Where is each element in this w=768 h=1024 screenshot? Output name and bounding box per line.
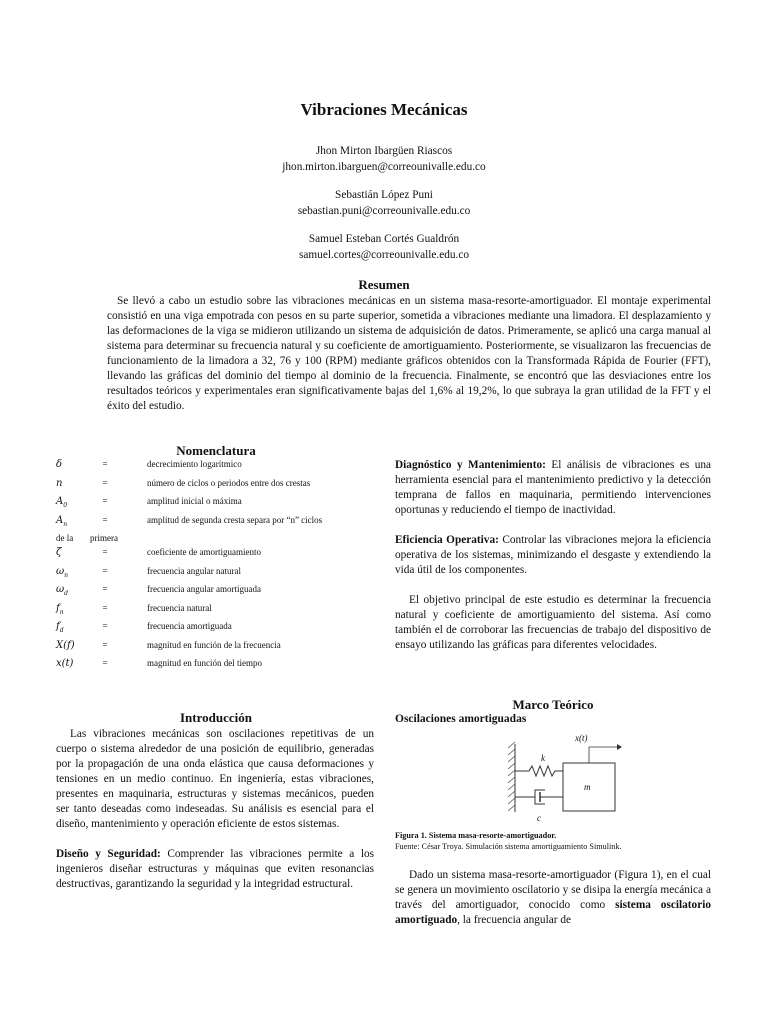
nomenclature-wrap-row [56, 533, 376, 547]
mass-spring-damper-figure [505, 730, 625, 825]
nom-equals: = [102, 459, 108, 469]
nom-equals: = [102, 477, 108, 488]
nom-description: frecuencia angular amortiguada [147, 584, 261, 594]
spring [515, 766, 563, 776]
nomenclature-row [56, 566, 376, 585]
design-paragraph [56, 847, 374, 892]
author-3 [0, 231, 768, 263]
author-name: Sebastián López Puni [335, 189, 433, 201]
nom-symbol: $f_d$ [56, 621, 64, 634]
nom-description: frecuencia angular natural [147, 565, 241, 576]
nom-description: amplitud de segunda cresta separa por “n” ciclos [147, 514, 323, 525]
nom-description: coeficiente de amortiguamiento [147, 547, 261, 557]
nomenclature-row [56, 496, 376, 515]
nom-symbol: X(f) [56, 639, 75, 651]
nom-symbol: $f_n$ [56, 602, 64, 616]
diagnosis-paragraph [395, 458, 711, 518]
nom-wrap-left: de la [56, 533, 74, 543]
marco-heading: Marco Teórico [512, 697, 594, 712]
nom-symbol: $A_0$ [56, 496, 68, 509]
abstract-heading: Resumen [358, 277, 410, 292]
diagnosis-label: Diagnóstico y Mantenimiento: [395, 459, 546, 471]
system-text-b: , la frecuencia angular de [457, 914, 571, 926]
label-m: m [584, 782, 591, 792]
nom-symbol: n [56, 477, 63, 489]
nomenclature-row [56, 658, 376, 677]
nomenclature-row [56, 478, 376, 497]
nom-description: magnitud en función del tiempo [147, 658, 262, 668]
nom-equals: = [102, 602, 108, 613]
nom-description: amplitud inicial o máxima [147, 496, 242, 506]
author-email: sebastian.puni@correounivalle.edu.co [297, 205, 471, 217]
nom-equals: = [102, 621, 108, 631]
efficiency-label: Eficiencia Operativa: [395, 534, 499, 546]
design-label: Diseño y Seguridad: [56, 848, 161, 860]
nom-equals: = [102, 565, 108, 576]
author-name: Jhon Mirton Ibargüen Riascos [315, 145, 453, 157]
intro-heading: Introducción [180, 710, 252, 725]
nom-description: frecuencia amortiguada [147, 621, 232, 631]
nomenclature-row [56, 621, 376, 640]
right-column-continued [395, 868, 711, 928]
nomenclature-row [56, 515, 376, 534]
author-name: Samuel Esteban Cortés Gualdrón [308, 233, 460, 245]
nomenclature-table [56, 459, 376, 677]
nom-symbol: $A_n$ [56, 514, 68, 528]
nom-equals: = [102, 547, 108, 557]
nomenclature-heading: Nomenclatura [176, 443, 256, 458]
objective-paragraph: El objetivo principal de este estudio es determinar la frecuencia natural y coeficiente de amortiguamiento del sistema. Así como también el de corroborar las frecuencias de trabajo del dispositivo de ensayo utilizando las gráficas para diferentes velocidades. [395, 594, 711, 651]
nomenclature-row [56, 584, 376, 603]
nom-description: decrecimiento logarítmico [147, 459, 242, 469]
author-2 [0, 187, 768, 219]
nom-symbol: ζ [56, 547, 62, 558]
nomenclature-row [56, 459, 376, 478]
author-email: samuel.cortes@correounivalle.edu.co [298, 249, 470, 261]
nom-description: frecuencia natural [147, 602, 212, 613]
caption-source: Fuente: César Troya. Simulación sistema amortiguamiento Simulink. [395, 842, 622, 851]
caption-title: Figura 1. Sistema masa-resorte-amortiguador. [395, 831, 557, 840]
figure-caption [395, 830, 711, 852]
nom-description: magnitud en función de la frecuencia [147, 639, 281, 650]
nom-wrap-right: primera [90, 533, 118, 543]
efficiency-text: Controlar las vibraciones mejora la eficiencia operativa de los sistemas, minimizando el desgaste y extendiendo la vida útil de los componentes. [395, 534, 711, 576]
right-column [395, 458, 711, 653]
nomenclature-row [56, 640, 376, 659]
efficiency-paragraph [395, 533, 711, 578]
intro-column [56, 727, 374, 892]
label-k: k [541, 753, 545, 763]
paper-title: Vibraciones Mecánicas [300, 100, 468, 119]
nom-symbol: δ [56, 459, 63, 470]
nom-symbol: x(t) [56, 658, 74, 669]
nomenclature-row [56, 547, 376, 566]
label-c: c [537, 813, 541, 823]
nom-equals: = [102, 496, 108, 506]
damped-oscillations-heading: Oscilaciones amortiguadas [395, 713, 527, 725]
nomenclature-row [56, 603, 376, 622]
system-paragraph [395, 868, 711, 928]
nom-symbol: $\omega_d$ [56, 584, 68, 597]
abstract-text: Se llevó a cabo un estudio sobre las vibraciones mecánicas en un sistema masa-resorte-amortiguador. El montaje experimental consistió en una viga empotrada con pesos en su parte superior, sometida a vibraciones mediante una limadora. El desplazamiento y las deformaciones de la viga se midieron utilizando un sistema de adquisición de datos. Primeramente, se aplicó una carga manual al sistema para determinar su frecuencia natural y su coeficiente de amortiguamiento. Posteriormente, se visualizaron las frecuencias de funcionamiento de la limadora a 32, 76 y 100 (RPM) mediante gráficos obtenidos con la Transformada Rápida de Fourier (FFT), llevando las gráficas del dominio del tiempo al dominio de la frecuencia. Finalmente, se encontró que las desviaciones entre los resultados teóricos y experimentales eran significativamente bajas del 1,6% al 19,2%, lo que subraya la gran utilidad de la FFT y el éxito del estudio. [107, 295, 711, 412]
author-email: jhon.mirton.ibarguen@correounivalle.edu.co [282, 161, 486, 173]
label-x: x(t) [575, 733, 588, 743]
author-1 [0, 143, 768, 175]
intro-paragraph: Las vibraciones mecánicas son oscilaciones repetitivas de un cuerpo o sistema alrededor de una posición de equilibrio, generadas por la propagación de una onda elástica que causa deformaciones y tensiones en un medio continuo. En ingeniería, estas vibraciones, presentes en maquinaria, estructuras y sistemas mecánicos, pueden ser tanto deseadas como indeseadas. Su análisis es esencial para el diseño, mantenimiento y operación eficiente de estos sistemas. [56, 728, 374, 830]
nom-equals: = [102, 639, 108, 650]
nom-equals: = [102, 658, 108, 668]
nom-description: número de ciclos o periodos entre dos crestas [147, 477, 311, 488]
diagnosis-text: El análisis de vibraciones es una herramienta esencial para el mantenimiento predictivo y la detección temprana de fallos en maquinaria, permitiendo intervenciones oportunas y reduciendo el tiempo de inactividad. [395, 459, 712, 516]
fixed-wall [508, 742, 515, 812]
design-text: Comprender las vibraciones permite a los ingenieros diseñar estructuras y máquinas que eviten resonancias destructivas, garantizando la seguridad y la integridad estructural. [56, 848, 375, 890]
nom-equals: = [102, 584, 108, 594]
system-text-a: Dado un sistema masa-resorte-amortiguador (Figura 1), en el cual se genera un movimiento oscilatorio y se disipa la energía mecánica a través del amortiguador, conocido como [395, 869, 711, 911]
displacement-arrow [589, 744, 622, 763]
damper [515, 790, 563, 804]
system-bold-term: sistema oscilatorio amortiguado [395, 899, 711, 926]
nom-symbol: $\omega_n$ [56, 565, 69, 579]
nom-equals: = [102, 514, 108, 525]
